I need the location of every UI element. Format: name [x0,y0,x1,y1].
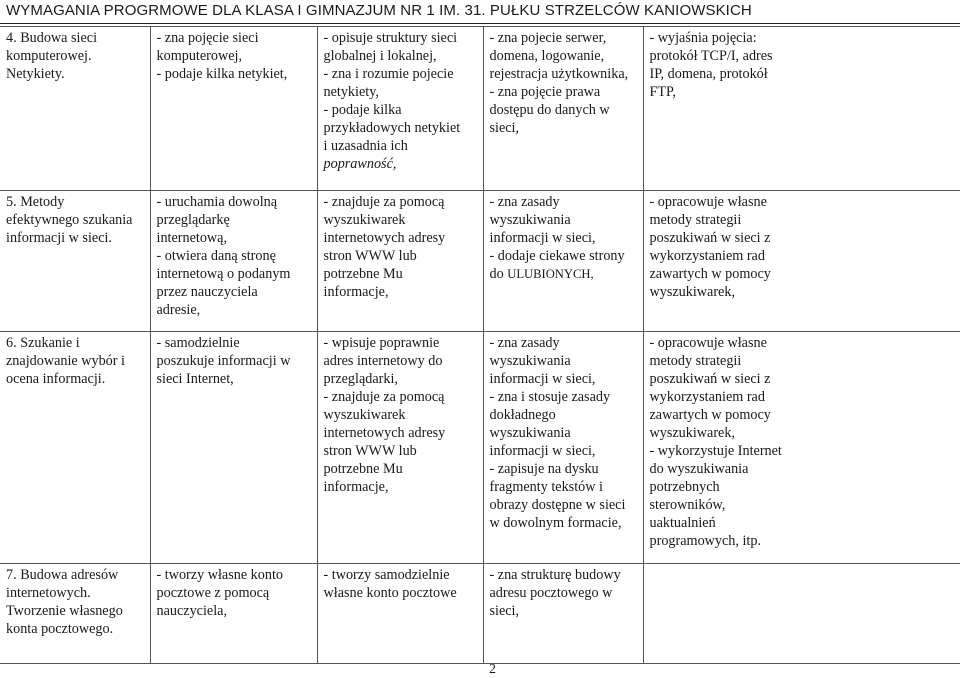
cell-line: komputerowej, [156,48,242,64]
cell-line: znajdowanie wybór i [6,353,125,369]
requirement-cell [643,27,960,191]
cell-line: - wyjaśnia pojęcia: [649,30,757,46]
cell-line: stron WWW lub [323,248,417,264]
requirement-cell [150,27,317,191]
cell-line: informacji w sieci, [489,230,596,246]
cell-line: potrzebnych [649,479,720,495]
cell-line: - wykorzystuje Internet [649,443,782,459]
cell-line: - opisuje struktury sieci [323,30,458,46]
cell-line: adresu pocztowego w [489,585,613,601]
cell-line: poprawność, [323,156,397,172]
cell-line: zawartych w pomocy [649,407,771,423]
cell-line: - zna i stosuje zasady [489,389,611,405]
cell-line: potrzebne Mu [323,461,403,477]
requirement-cell [643,564,960,664]
cell-line: domena, logowanie, [489,48,605,64]
cell-line: nauczyciela, [156,603,227,619]
topic-cell [0,564,150,664]
cell-line: sieci, [489,120,520,136]
cell-line: informacje, [323,284,389,300]
cell-line: i uzasadnia ich [323,138,408,154]
cell-line: 5. Metody [6,194,65,210]
requirement-cell [150,332,317,564]
cell-line: przeglądarki, [323,371,398,387]
cell-line: sterowników, [649,497,726,513]
cell-line: wyszukiwarek, [649,425,735,441]
cell-line: - samodzielnie [156,335,240,351]
header-text: WYMAGANIA PROGRMOWE DLA KLASA I GIMNAZJUM NR 1 IM. 31. PUŁKU STRZELCÓW KANIOWSKICH [6,2,752,19]
cell-line: wykorzystaniem rad [649,248,765,264]
cell-line: - otwiera daną stronę [156,248,276,264]
cell-line: - zna zasady [489,335,560,351]
cell-line: internetowych adresy [323,230,446,246]
requirement-cell [317,27,483,191]
cell-line: ocena informacji. [6,371,106,387]
cell-line: sieci, [489,603,520,619]
cell-line: dokładnego [489,407,556,423]
cell-line: metody strategii [649,353,742,369]
cell-line: stron WWW lub [323,443,417,459]
cell-line: własne konto pocztowe [323,585,457,601]
cell-line: - opracowuje własne [649,335,767,351]
cell-line: - podaje kilka [323,102,402,118]
cell-line: przez nauczyciela [156,284,258,300]
cell-line: - znajduje za pomocą [323,194,445,210]
cell-line: wyszukiwarek [323,407,406,423]
table-row [0,564,960,664]
cell-line: - zna pojęcie prawa [489,84,601,100]
cell-line: zawartych w pomocy [649,266,771,282]
cell-line: - dodaje ciekawe strony [489,248,625,264]
cell-line: 7. Budowa adresów [6,567,119,583]
cell-line: wyszukiwarek [323,212,406,228]
cell-line: sieci Internet, [156,371,234,387]
cell-line: poszukiwań w sieci z [649,371,771,387]
requirement-cell [483,191,643,332]
cell-line: 4. Budowa sieci [6,30,98,46]
cell-line: adres internetowy do [323,353,443,369]
cell-line: wyszukiwarek, [649,284,735,300]
cell-line: do ULUBIONYCH, [489,266,594,282]
topic-cell [0,27,150,191]
cell-line: - zapisuje na dysku [489,461,599,477]
cell-line: poszukuje informacji w [156,353,291,369]
requirement-cell [643,191,960,332]
cell-line: - zna zasady [489,194,560,210]
table-row [0,191,960,332]
cell-line: wyszukiwania [489,353,571,369]
requirement-cell [150,191,317,332]
cell-line: Tworzenie własnego [6,603,123,619]
requirements-table [0,26,960,664]
topic-cell [0,191,150,332]
requirement-cell [483,332,643,564]
cell-line: informacji w sieci. [6,230,112,246]
cell-line: - zna strukturę budowy [489,567,621,583]
topic-cell [0,332,150,564]
cell-line: uaktualnień [649,515,716,531]
cell-line: potrzebne Mu [323,266,403,282]
cell-line: internetową o podanym [156,266,291,282]
cell-line: - uruchamia dowolną [156,194,278,210]
cell-line: FTP, [649,84,676,100]
cell-line: przeglądarkę [156,212,230,228]
cell-line: - znajduje za pomocą [323,389,445,405]
cell-line: dostępu do danych w [489,102,610,118]
cell-line: internetowych adresy [323,425,446,441]
table-row [0,332,960,564]
cell-line: internetową, [156,230,228,246]
requirement-cell [317,332,483,564]
cell-line: metody strategii [649,212,742,228]
cell-line: protokół TCP/I, adres [649,48,773,64]
requirement-cell [483,27,643,191]
document-header [6,2,752,19]
cell-line: przykładowych netykiet [323,120,461,136]
cell-line: wyszukiwania [489,212,571,228]
requirement-cell [483,564,643,664]
cell-line: 6. Szukanie i [6,335,80,351]
cell-line: - tworzy własne konto [156,567,283,583]
header-rule [0,23,960,24]
cell-line: IP, domena, protokół [649,66,768,82]
cell-line: konta pocztowego. [6,621,114,637]
cell-line: komputerowej. [6,48,92,64]
cell-line: obrazy dostępne w sieci [489,497,626,513]
cell-line: informacji w sieci, [489,443,596,459]
cell-line: informacji w sieci, [489,371,596,387]
cell-line: programowych, itp. [649,533,762,549]
cell-line: do wyszukiwania [649,461,749,477]
cell-line: - zna i rozumie pojecie [323,66,454,82]
cell-line: rejestracja użytkownika, [489,66,629,82]
table-row [0,27,960,191]
requirement-cell [317,191,483,332]
cell-line: wyszukiwania [489,425,571,441]
cell-line: - opracowuje własne [649,194,767,210]
cell-line: Netykiety. [6,66,65,82]
requirement-cell [150,564,317,664]
cell-line: - tworzy samodzielnie [323,567,450,583]
cell-line: netykiety, [323,84,379,100]
page-number: 2 [489,662,496,677]
cell-line: pocztowe z pomocą [156,585,270,601]
cell-line: poszukiwań w sieci z [649,230,771,246]
cell-line: wykorzystaniem rad [649,389,765,405]
cell-line: adresie, [156,302,201,318]
cell-line: fragmenty tekstów i [489,479,603,495]
cell-line: informacje, [323,479,389,495]
cell-line: globalnej i lokalnej, [323,48,437,64]
cell-line: internetowych. [6,585,91,601]
cell-line: - wpisuje poprawnie [323,335,440,351]
requirement-cell [643,332,960,564]
cell-line: - zna pojecie serwer, [489,30,607,46]
cell-line: - zna pojęcie sieci [156,30,259,46]
cell-line: efektywnego szukania [6,212,133,228]
requirement-cell [317,564,483,664]
cell-line: - podaje kilka netykiet, [156,66,288,82]
cell-line: w dowolnym formacie, [489,515,622,531]
